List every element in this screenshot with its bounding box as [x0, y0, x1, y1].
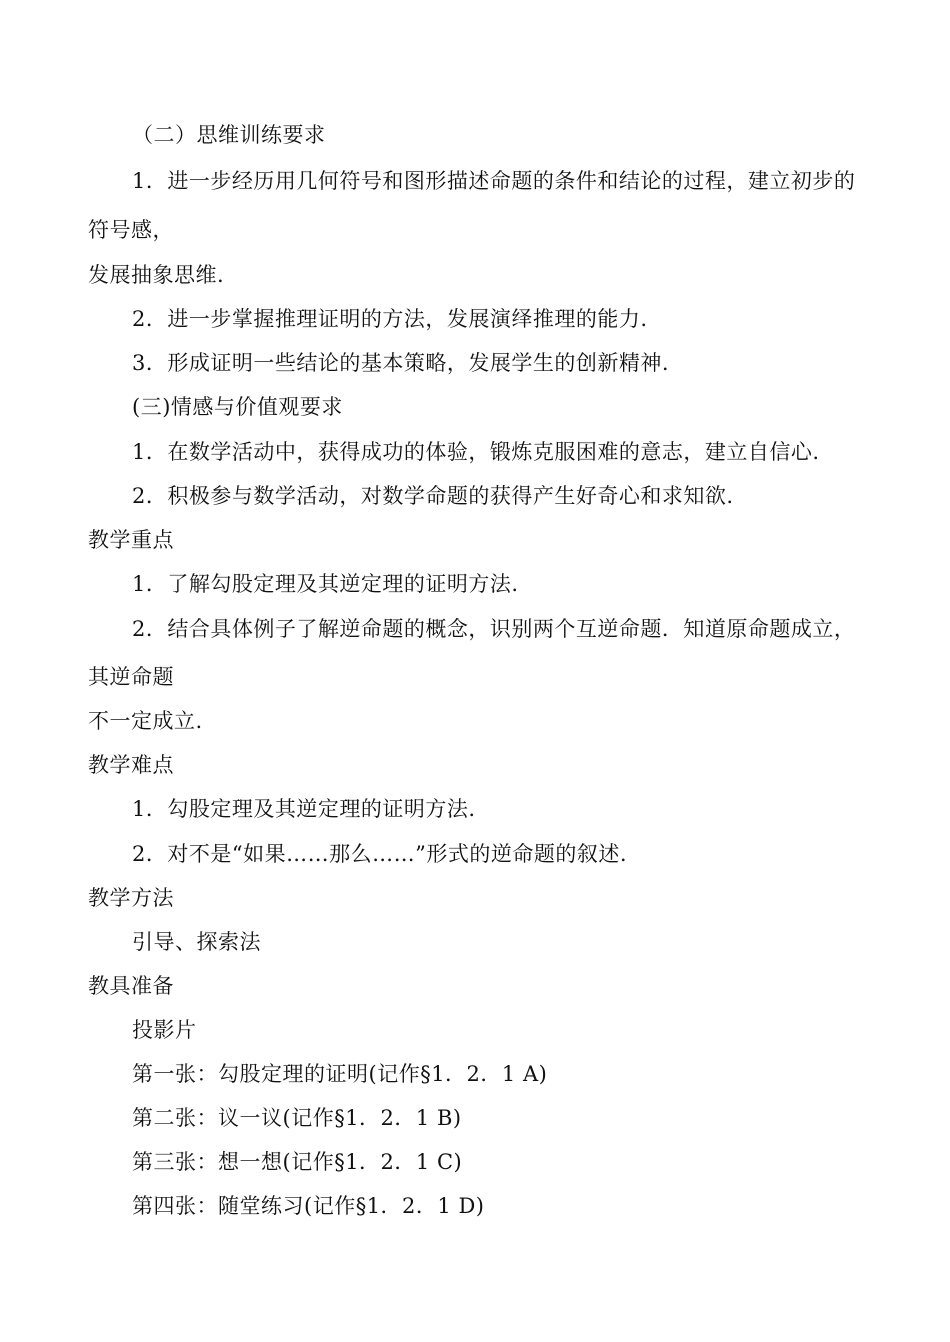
paragraph-line: 1．在数学活动中，获得成功的体验，锻炼克服困难的意志，建立自信心. [132, 440, 820, 464]
paragraph-line: 1．了解勾股定理及其逆定理的证明方法. [132, 572, 519, 596]
paragraph-line: 2．结合具体例子了解逆命题的概念，识别两个互逆命题．知道原命题成立， [132, 617, 856, 641]
paragraph-line: 引导、探索法 [132, 930, 261, 954]
section-heading-emotion: (三)情感与价值观要求 [132, 395, 343, 419]
section-heading-materials: 教具准备 [88, 974, 174, 998]
paragraph-line: 3．形成证明一些结论的基本策略，发展学生的创新精神. [132, 351, 670, 375]
paragraph-line: 符号感， [88, 218, 174, 242]
paragraph-line: 2．积极参与数学活动，对数学命题的获得产生好奇心和求知欲. [132, 484, 734, 508]
paragraph-line: 2．对不是“如果……那么……”形式的逆命题的叙述. [132, 842, 628, 866]
slide-item: 第二张：议一议(记作§1．2．1 B) [132, 1106, 462, 1130]
paragraph-line: 2．进一步掌握推理证明的方法，发展演绎推理的能力. [132, 307, 648, 331]
slide-item: 第三张：想一想(记作§1．2．1 C) [132, 1150, 463, 1174]
paragraph-line: 投影片 [132, 1018, 197, 1042]
section-heading-methods: 教学方法 [88, 886, 174, 910]
section-heading-thinking: （二）思维训练要求 [132, 123, 326, 147]
section-heading-key-points: 教学重点 [88, 528, 174, 552]
slide-item: 第一张：勾股定理的证明(记作§1．2．1 A) [132, 1062, 548, 1086]
section-heading-difficulties: 教学难点 [88, 753, 174, 777]
paragraph-line: 1．进一步经历用几何符号和图形描述命题的条件和结论的过程，建立初步的 [132, 169, 856, 193]
paragraph-line: 发展抽象思维. [88, 263, 225, 287]
paragraph-line: 不一定成立. [88, 709, 203, 733]
slide-item: 第四张：随堂练习(记作§1．2．1 D) [132, 1194, 485, 1218]
paragraph-line: 其逆命题 [88, 665, 174, 689]
paragraph-line: 1．勾股定理及其逆定理的证明方法. [132, 797, 476, 821]
